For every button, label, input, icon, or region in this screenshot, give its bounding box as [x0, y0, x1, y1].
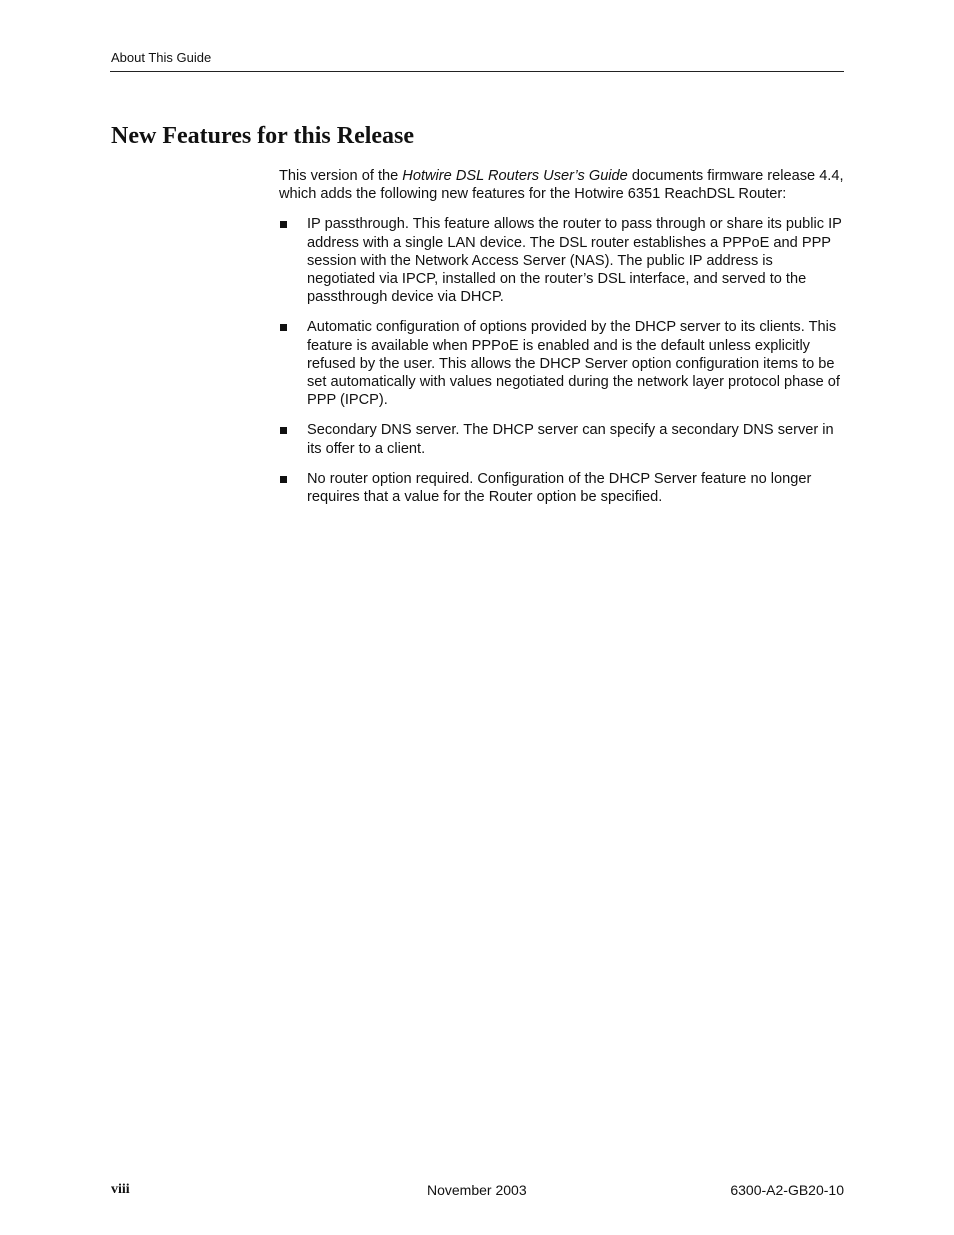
feature-item-secondary-dns [279, 421, 845, 457]
square-bullet-icon [280, 324, 287, 331]
intro-paragraph [279, 167, 845, 203]
document-number: 6300-A2-GB20-10 [730, 1182, 844, 1198]
feature-item-auto-config [279, 318, 845, 409]
feature-text: Automatic configuration of options provided by the DHCP server to its clients. This feature is available when PPPoE is enabled and is the default unless explicitly refused by the user. This allows the DHCP Server option configuration items to be set automatically with values negotiated during the network layer protocol phase of PPP (IPCP). [307, 319, 840, 409]
square-bullet-icon [280, 221, 287, 228]
feature-text: No router option required. Configuration of the DHCP Server feature no longer requires that a value for the Router option be specified. [307, 470, 812, 506]
feature-item-no-router-option [279, 470, 845, 506]
square-bullet-icon [280, 427, 287, 434]
intro-text-before: This version of the [279, 168, 403, 184]
running-header: About This Guide [111, 50, 212, 65]
section-title: New Features for this Release [111, 123, 415, 149]
body-content [279, 167, 845, 518]
footer-date: November 2003 [427, 1182, 527, 1198]
header-divider [110, 71, 844, 72]
guide-title: Hotwire DSL Routers User’s Guide [402, 168, 628, 184]
feature-text: Secondary DNS server. The DHCP server can specify a secondary DNS server in its offer to a client. [307, 422, 834, 457]
intro-text-after: documents firmware release 4.4, which adds the following new features for the Hotwire 6351 ReachDSL Router: [279, 168, 844, 203]
feature-item-ip-passthrough [279, 215, 845, 306]
page-number: viii [111, 1182, 130, 1197]
feature-text: IP passthrough. This feature allows the router to pass through or share its public IP address with a single LAN device. The DSL router establishes a PPPoE and PPP session with the Network Access Server (NAS). The public IP address is negotiated via IPCP, installed on the router’s DSL interface, and served to the passthrough device via DHCP. [307, 216, 842, 306]
square-bullet-icon [280, 476, 287, 483]
feature-list [279, 215, 845, 506]
